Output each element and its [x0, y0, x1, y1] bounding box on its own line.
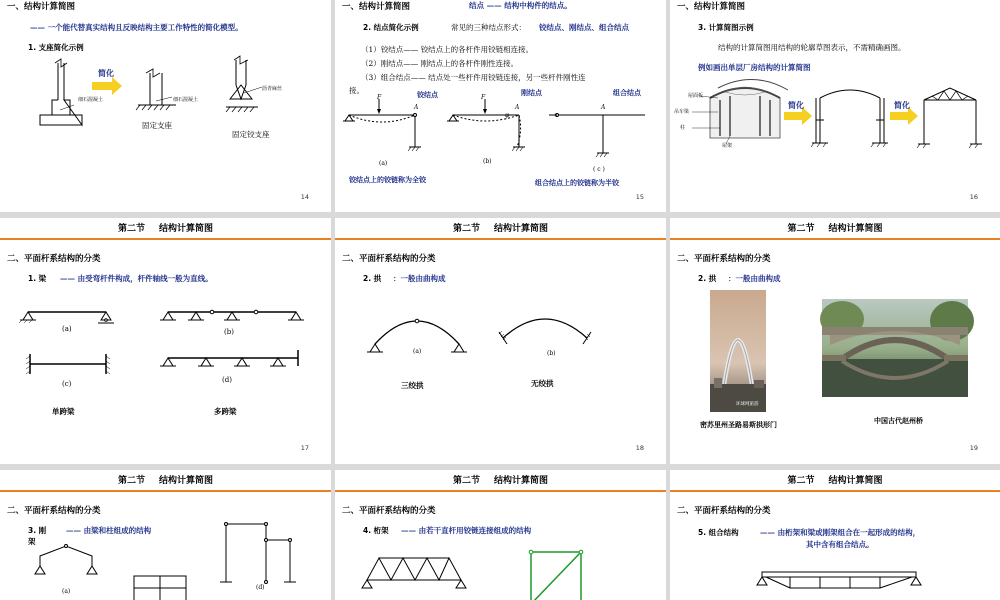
item-number: 5. 组合结构 — [698, 528, 739, 537]
item-title: 2. 结点简化示例 — [363, 23, 419, 32]
slide-17[interactable] — [0, 218, 331, 464]
header-divider — [335, 490, 666, 492]
slide-header: 第二节 结构计算简图 — [117, 224, 214, 234]
section-title: 一、结构计算简图 — [342, 2, 411, 12]
section-title: 一、结构计算简图 — [677, 2, 746, 12]
fixed-hinge-caption: 固定铰支座 — [232, 130, 270, 139]
item-desc: ：一般由曲构成 — [728, 274, 781, 283]
line-combo: （3）组合结点—— 结点处一些杆件用铰链连接，另一些杆件刚性连 — [361, 73, 586, 82]
section-title: 二、平面杆系结构的分类 — [677, 254, 771, 264]
fig-c-caption: ( c ) — [593, 166, 605, 173]
item-number: 1. 梁 — [28, 274, 47, 283]
page-number: 14 — [300, 193, 309, 201]
rigid-node-label: 刚结点 — [521, 89, 542, 97]
fig-b: (b) — [547, 350, 556, 357]
header-divider — [670, 238, 1000, 240]
header-divider — [670, 490, 1000, 492]
section-title: 二、平面杆系结构的分类 — [7, 506, 101, 516]
header-divider — [0, 238, 331, 240]
label-column: 柱 — [680, 125, 686, 131]
item-title: 1. 支座简化示例 — [28, 43, 84, 52]
item-number-cont: 架 — [28, 537, 36, 546]
slide-15[interactable] — [335, 0, 666, 212]
description: 结构的计算简图用结构的轮廓草图表示，不需精确画图。 — [718, 43, 906, 52]
item-title: 3. 计算简图示例 — [698, 23, 754, 32]
header-divider — [335, 238, 666, 240]
simplify-label-b: 简化 — [894, 101, 910, 110]
header-divider — [0, 490, 331, 492]
concrete-label-b: 细石混凝土 — [173, 97, 199, 103]
top-note: 结点 —— 结构中构件的结点。 — [469, 1, 572, 10]
node-a-label-c: A — [601, 104, 606, 111]
slide-header: 第二节 结构计算简图 — [452, 224, 549, 234]
item-desc: ：一般由曲构成 — [393, 274, 446, 283]
fig-a: (a) — [62, 588, 71, 595]
fig-c: (c) — [62, 380, 72, 388]
fig-b: (b) — [224, 328, 234, 336]
fig-a-caption: (a) — [379, 160, 388, 167]
section-title: 二、平面杆系结构的分类 — [342, 506, 436, 516]
item-number: 4. 桁架 — [363, 526, 389, 535]
section-title: 二、平面杆系结构的分类 — [342, 254, 436, 264]
composite-diagram — [670, 568, 1000, 600]
multi-span-label: 多跨梁 — [214, 407, 237, 416]
photo2-caption: 中国古代赵州桥 — [874, 417, 923, 425]
simplify-label: 简化 — [98, 69, 114, 78]
line-rigid: （2）刚结点—— 刚结点上的各杆件刚性连接。 — [361, 59, 519, 68]
item-number: 2. 拱 — [698, 274, 717, 283]
simplify-label-a: 简化 — [788, 101, 804, 110]
zhaozhou-bridge-photo — [822, 299, 968, 397]
node-a-label-b: A — [515, 104, 520, 111]
single-span-label: 单跨梁 — [52, 407, 75, 416]
hinge-node-label: 铰结点 — [417, 91, 438, 99]
truss-diagrams — [335, 544, 666, 600]
no-hinge-label: 无绞拱 — [531, 379, 554, 388]
combo-node-label: 组合结点 — [613, 89, 641, 97]
item-desc: —— 由若干直杆用铰链连接组成的结构 — [401, 526, 532, 535]
slide-header: 第二节 结构计算简图 — [787, 476, 883, 486]
slide-header: 第二节 结构计算简图 — [452, 476, 549, 486]
watermark: 环球网旅游 — [736, 402, 759, 407]
note-hinge: 铰结点上的铰链称为全铰 — [349, 175, 426, 184]
slide-18[interactable] — [335, 218, 666, 464]
label-roof-panel: 屋面板 — [688, 93, 704, 99]
frame-diagrams — [0, 520, 331, 600]
item-number: 2. 拱 — [363, 274, 382, 283]
item-desc: —— 由受弯杆件构成，杆件轴线一般为直线。 — [60, 274, 213, 283]
item-number: 3. 刚 — [28, 526, 47, 535]
item-desc-cont: 其中含有组合结点。 — [806, 540, 874, 549]
arch-diagrams — [335, 308, 666, 368]
factory-diagrams — [670, 78, 1000, 158]
concrete-label-a: 细石混凝土 — [78, 97, 104, 103]
force-label-b: F — [481, 94, 486, 101]
page-number: 18 — [635, 444, 644, 452]
fig-b-caption: (b) — [483, 158, 492, 165]
gateway-arch-photo — [710, 290, 766, 412]
fig-d: (d) — [256, 584, 265, 591]
section-title: 二、平面杆系结构的分类 — [677, 506, 771, 516]
force-label-a: F — [377, 94, 382, 101]
forms-list: 铰结点、刚结点、组合结点 — [539, 23, 629, 32]
slide-20[interactable] — [0, 470, 331, 600]
line-combo-cont: 接。 — [349, 86, 364, 95]
section-title: 二、平面杆系结构的分类 — [7, 254, 101, 264]
slide-14[interactable] — [0, 0, 331, 212]
section-title: 一、结构计算简图 — [7, 2, 76, 12]
page-number: 16 — [969, 193, 978, 201]
example-text: 例如画出单层厂房结构的计算简图 — [698, 63, 811, 72]
phi-label: φ — [505, 112, 510, 119]
page-number: 17 — [300, 444, 309, 452]
page-number: 19 — [969, 444, 978, 452]
line-hinge: （1）铰结点—— 铰结点上的各杆件用铰链相连接。 — [361, 45, 534, 54]
photo1-caption: 密苏里州圣路易斯拱形门 — [700, 421, 777, 429]
item-desc: —— 由桁架和梁或刚架组合在一起形成的结构， — [760, 528, 921, 537]
label-crane-beam: 吊车梁 — [674, 109, 690, 115]
fig-a: (a) — [413, 348, 422, 355]
note-combo: 组合结点上的铰链称为半铰 — [535, 178, 619, 187]
item-desc: —— 由梁和柱组成的结构 — [66, 526, 152, 535]
fixed-support-caption: 固定支座 — [142, 121, 172, 130]
label-roof-truss: 屋架 — [722, 143, 733, 149]
page-number: 15 — [635, 193, 644, 201]
fig-d: (d) — [222, 376, 232, 384]
slide-header: 第二节 结构计算简图 — [787, 224, 883, 234]
slide-22[interactable] — [670, 470, 1000, 600]
slide-19[interactable] — [670, 218, 1000, 464]
intro-text: —— 一个能代替真实结构且反映结构主要工作特性的简化模型。 — [30, 23, 243, 32]
asphalt-label: 沥青麻丝 — [262, 86, 283, 92]
slide-header: 第二节 结构计算简图 — [117, 476, 214, 486]
forms-label: 常见的三种结点形式： — [451, 23, 526, 32]
node-a-label-a: A — [414, 104, 419, 111]
beam-diagrams — [0, 294, 331, 404]
slide-21[interactable] — [335, 470, 666, 600]
three-hinge-label: 三绞拱 — [401, 381, 424, 390]
slide-16[interactable] — [670, 0, 1000, 212]
fig-a: (a) — [62, 325, 72, 333]
